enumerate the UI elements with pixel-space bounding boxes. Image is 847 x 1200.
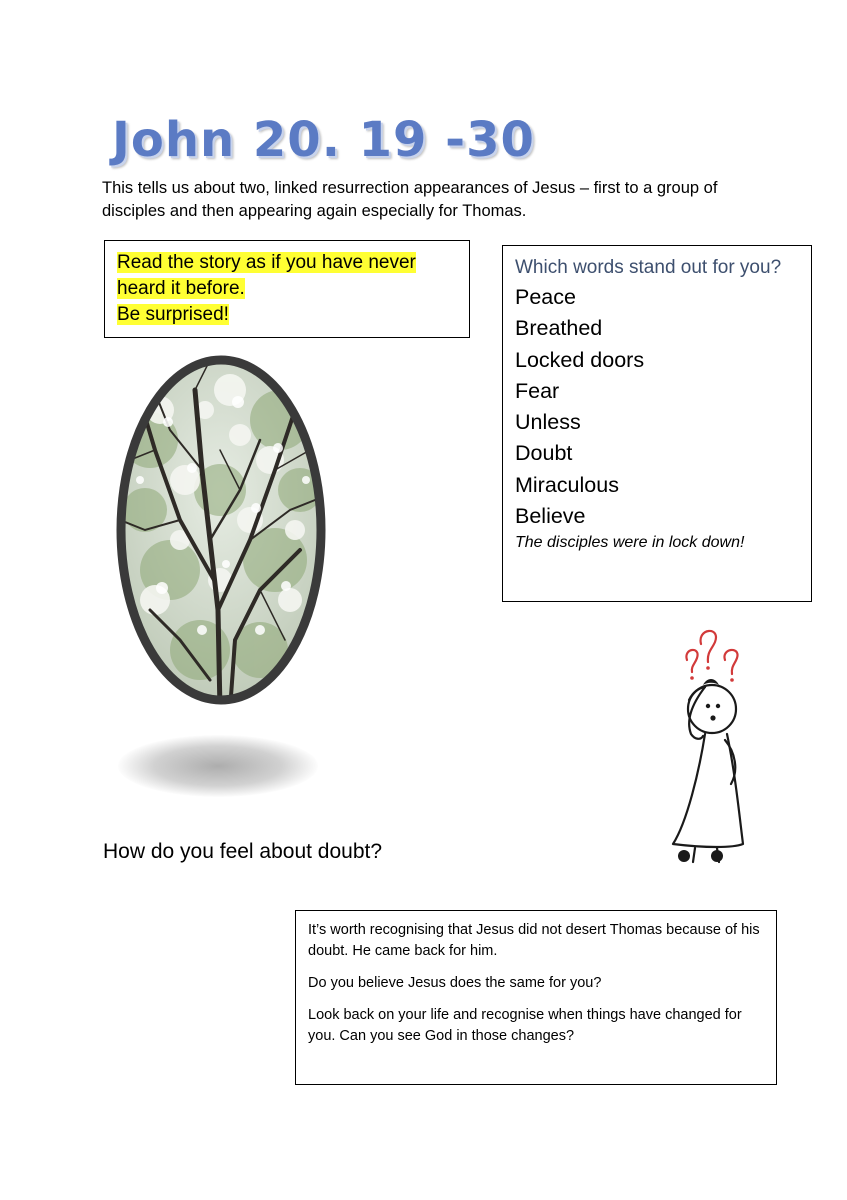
intro-text: This tells us about two, linked resurrection appearances of Jesus – first to a group of disciples and then appearing again especially for Thomas. [102, 179, 718, 220]
words-note: The disciples were in lock down! [515, 534, 745, 552]
instruction-line-3: Be surprised! [117, 304, 229, 325]
word-item: Locked doors [515, 347, 645, 372]
oval-shadow [118, 735, 318, 797]
instruction-box [104, 240, 470, 338]
word-item: Unless [515, 410, 581, 435]
reflection-paragraph: Look back on your life and recognise when things have changed for you. Can you see God in those changes? [308, 1007, 742, 1044]
word-item: Peace [515, 285, 576, 309]
word-item: Fear [515, 378, 560, 403]
word-item: Miraculous [515, 472, 619, 497]
confused-stick-figure-icon [665, 622, 765, 872]
instruction-line-2: heard it before. [117, 278, 245, 299]
word-item: Believe [515, 504, 586, 529]
word-item: Breathed [515, 316, 603, 341]
doubt-heading: How do you feel about doubt? [103, 840, 383, 863]
instruction-line-1: Read the story as if you have never [117, 252, 416, 273]
reflection-paragraph: Do you believe Jesus does the same for you? [308, 975, 602, 991]
words-box [502, 245, 812, 602]
page-title: John 20. 19 -30 [112, 112, 535, 168]
words-question: Which words stand out for you? [515, 257, 782, 278]
reflection-box [295, 910, 777, 1085]
word-item: Doubt [515, 441, 573, 466]
blossom-tree-photo [110, 350, 332, 710]
reflection-paragraph: It’s worth recognising that Jesus did not desert Thomas because of his doubt. He came back for him. [308, 922, 760, 959]
words-list [515, 282, 811, 532]
